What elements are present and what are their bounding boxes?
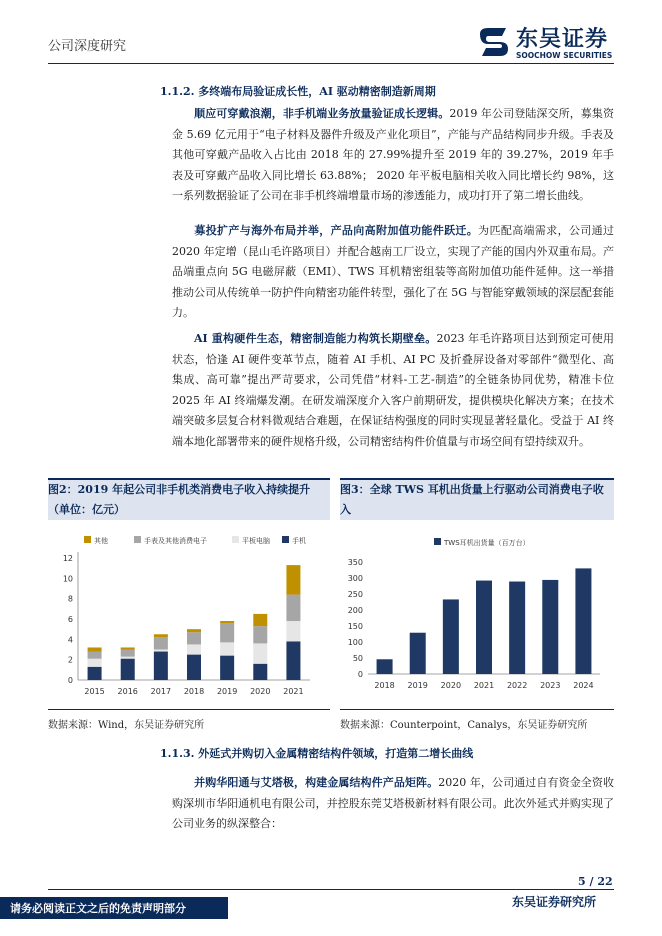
bar-segment-2019-0 (220, 656, 234, 680)
section-1-1-3-title: 1.1.3. 外延式并购切入金属精密结构件领域，打造第二增长曲线 (160, 747, 474, 760)
y-tick-label-0: 0 (357, 670, 363, 679)
logo-chinese-name: 东吴证券 (516, 27, 609, 52)
bar-segment-2015-2 (88, 652, 102, 659)
x-tick-label-2016: 2016 (117, 687, 138, 696)
bar-segment-2017-1 (154, 650, 168, 652)
y-tick-label-4: 200 (347, 606, 363, 615)
y-tick-label-1: 50 (352, 654, 363, 663)
y-tick-label-6: 12 (62, 554, 73, 563)
x-tick-label-2018: 2018 (183, 687, 205, 696)
y-tick-label-1: 2 (67, 655, 73, 665)
paragraph-capacity-lead: 募投扩产与海外布局并举，产品向高附加值功能件跃迁。 (194, 224, 479, 237)
bar-segment-2018-2 (187, 632, 201, 644)
bar-segment-2015-3 (88, 647, 102, 651)
bar-segment-2019-3 (220, 621, 234, 623)
bar-segment-2015-1 (88, 659, 102, 667)
paragraph-wearables (172, 104, 614, 207)
bar-segment-2018-3 (187, 629, 201, 632)
soochow-logo-icon (476, 24, 512, 60)
fig2-title: 图2：2019 年起公司非手机类消费电子收入持续提升（单位：亿元） (48, 480, 330, 520)
legend-label: TWS耳机出货量（百万台） (444, 539, 530, 547)
paragraph-capacity (172, 221, 614, 324)
legend-swatch-0 (84, 536, 91, 543)
bar-2024 (575, 568, 591, 674)
bar-2022 (509, 582, 525, 674)
page-number: 5 / 22 (578, 875, 613, 888)
paragraph-ai-hardware (172, 329, 614, 452)
fig3-source: 数据来源：Counterpoint，Canalys，东吴证券研究所 (340, 720, 588, 731)
fig3-bottom-rule (340, 709, 614, 710)
bar-segment-2017-3 (154, 634, 168, 637)
x-tick-label-2022: 2022 (506, 681, 528, 690)
bar-2019 (410, 633, 426, 674)
bar-segment-2016-3 (121, 647, 135, 649)
bar-2023 (542, 580, 558, 674)
company-logo (476, 22, 626, 64)
legend-label-3: 手机 (292, 537, 306, 545)
section-1-1-2-title: 1.1.2. 多终端布局验证成长性，AI 驱动精密制造新周期 (160, 85, 436, 98)
y-tick-label-7: 350 (347, 558, 363, 567)
paragraph-wearables-lead: 顺应可穿戴浪潮，非手机端业务放量验证成长逻辑。 (194, 107, 450, 120)
x-tick-label-2020: 2020 (440, 681, 462, 690)
x-tick-label-2024: 2024 (573, 681, 594, 690)
x-tick-label-2015: 2015 (84, 687, 105, 696)
header-divider (48, 63, 614, 64)
fig2-source: 数据来源：Wind，东吴证券研究所 (48, 720, 205, 731)
fig2-bottom-rule (48, 709, 330, 710)
x-tick-label-2021: 2021 (283, 687, 304, 696)
bar-segment-2018-1 (187, 644, 201, 654)
bar-2021 (476, 581, 492, 674)
legend-label-2: 平板电脑 (242, 537, 270, 545)
y-tick-label-2: 4 (67, 635, 73, 645)
bar-segment-2020-3 (253, 614, 267, 626)
fig3-title: 图3：全球 TWS 耳机出货量上行驱动公司消费电子收入 (340, 480, 614, 520)
bar-segment-2015-0 (88, 667, 102, 680)
y-tick-label-5: 10 (62, 574, 73, 584)
bar-segment-2016-1 (121, 657, 135, 659)
legend-swatch-1 (134, 536, 141, 543)
paragraph-acquisition-lead: 并购华阳通与艾塔极，构建金属结构件产品矩阵。 (194, 776, 439, 789)
y-tick-label-0: 0 (67, 676, 73, 685)
disclaimer-bar (0, 897, 228, 919)
footer-institute: 东吴证券研究所 (512, 895, 597, 909)
legend-swatch (434, 538, 441, 545)
x-tick-label-2020: 2020 (250, 687, 271, 696)
y-tick-label-6: 300 (347, 574, 363, 583)
bar-segment-2020-1 (253, 643, 267, 663)
bar-segment-2021-1 (286, 621, 300, 641)
bar-2020 (443, 599, 459, 674)
y-tick-label-4: 8 (67, 594, 73, 604)
legend-label-1: 手表及其他消费电子 (144, 537, 207, 545)
paragraph-ai-hardware-lead: AI 重构硬件生态，精密制造能力构筑长期壁垒。 (194, 332, 437, 345)
bar-segment-2016-0 (121, 659, 135, 680)
bar-segment-2021-3 (286, 565, 300, 594)
footer-divider (48, 889, 614, 890)
bar-2018 (377, 659, 393, 674)
bar-segment-2018-0 (187, 655, 201, 680)
y-tick-label-3: 150 (347, 622, 363, 631)
paragraph-wearables-body: 2019 年公司登陆深交所，募集资金 5.69 亿元用于“电子材料及器件升级及产业化项目”，产能与产品结构同步升级。手表及其他可穿戴产品收入占比由 2018 年的 27.99%提升至 2019 年的 39.27%，2019 年手表及可穿戴产品收入同比增长 63.88%； 2020 年平板电脑相关收入同比增长约 98%，这一系列数据验证了公司在非手机终端增量市场的渗透能力，成功打开了第二增长曲线。 (172, 107, 615, 202)
bar-segment-2019-1 (220, 642, 234, 655)
paragraph-capacity-body: 为匹配高端需求，公司通过 2020 年定增（昆山毛许路项目）并配合越南工厂设立，实现了产能的国内外双重布局。产品端重点向 5G 电磁屏蔽（EMI）、TWS 耳机精密组装等高附加值功能件延伸。这一举措推动公司从传统单一防护件向精密功能件转型，强化了在 5G 与智能穿戴领域的深层配套能力。 (172, 224, 615, 319)
fig2-stacked-bar-chart (48, 528, 330, 706)
legend-label-0: 其他 (94, 537, 108, 545)
bar-segment-2020-2 (253, 626, 267, 643)
x-tick-label-2021: 2021 (473, 681, 495, 690)
bar-segment-2021-0 (286, 641, 300, 680)
y-tick-label-2: 100 (347, 638, 363, 647)
bar-segment-2017-2 (154, 637, 168, 649)
bar-segment-2016-2 (121, 650, 135, 657)
y-tick-label-3: 6 (67, 615, 73, 624)
paragraph-ai-hardware-body: 2023 年毛许路项目达到预定可使用状态，恰逢 AI 硬件变革节点，随着 AI 手机、AI PC 及折叠屏设备对零部件“微型化、高集成、高可靠”提出严苛要求，公司凭借“材料-工艺-制造”的全链条协同优势，精准卡位 2025 年 AI 终端爆发潮。在研发端深度介入客户前期研发，提供模块化解决方案；在技术端突破多层复合材料微观结合难题，在保证结构强度的同时实现显著轻量化。受益于 AI 终端本地化部署带来的硬件规格升级，公司精密结构件价值量与市场空间有望持续双升。 (172, 332, 614, 448)
paragraph-acquisition (172, 773, 614, 835)
x-tick-label-2019: 2019 (407, 681, 428, 690)
y-tick-label-5: 250 (347, 590, 363, 599)
bar-segment-2021-2 (286, 595, 300, 621)
report-type-label: 公司深度研究 (48, 39, 127, 54)
legend-swatch-2 (232, 536, 239, 543)
legend-swatch-3 (282, 536, 289, 543)
fig3-tws-bar-chart (340, 528, 614, 706)
bar-segment-2017-0 (154, 652, 168, 680)
x-tick-label-2018: 2018 (374, 681, 395, 690)
logo-english-name: SOOCHOW SECURITIES (516, 51, 613, 60)
bar-segment-2020-0 (253, 664, 267, 680)
x-tick-label-2019: 2019 (216, 687, 238, 696)
disclaimer-text: 请务必阅读正文之后的免责声明部分 (10, 902, 186, 915)
x-tick-label-2023: 2023 (540, 681, 561, 690)
paragraph-acquisition-body: 2020 年，公司通过自有资金全资收购深圳市华阳通机电有限公司，并控股东莞艾塔极新材料有限公司。此次外延式并购实现了公司业务的纵深整合： (172, 776, 614, 830)
x-tick-label-2017: 2017 (150, 687, 172, 696)
bar-segment-2019-2 (220, 623, 234, 642)
